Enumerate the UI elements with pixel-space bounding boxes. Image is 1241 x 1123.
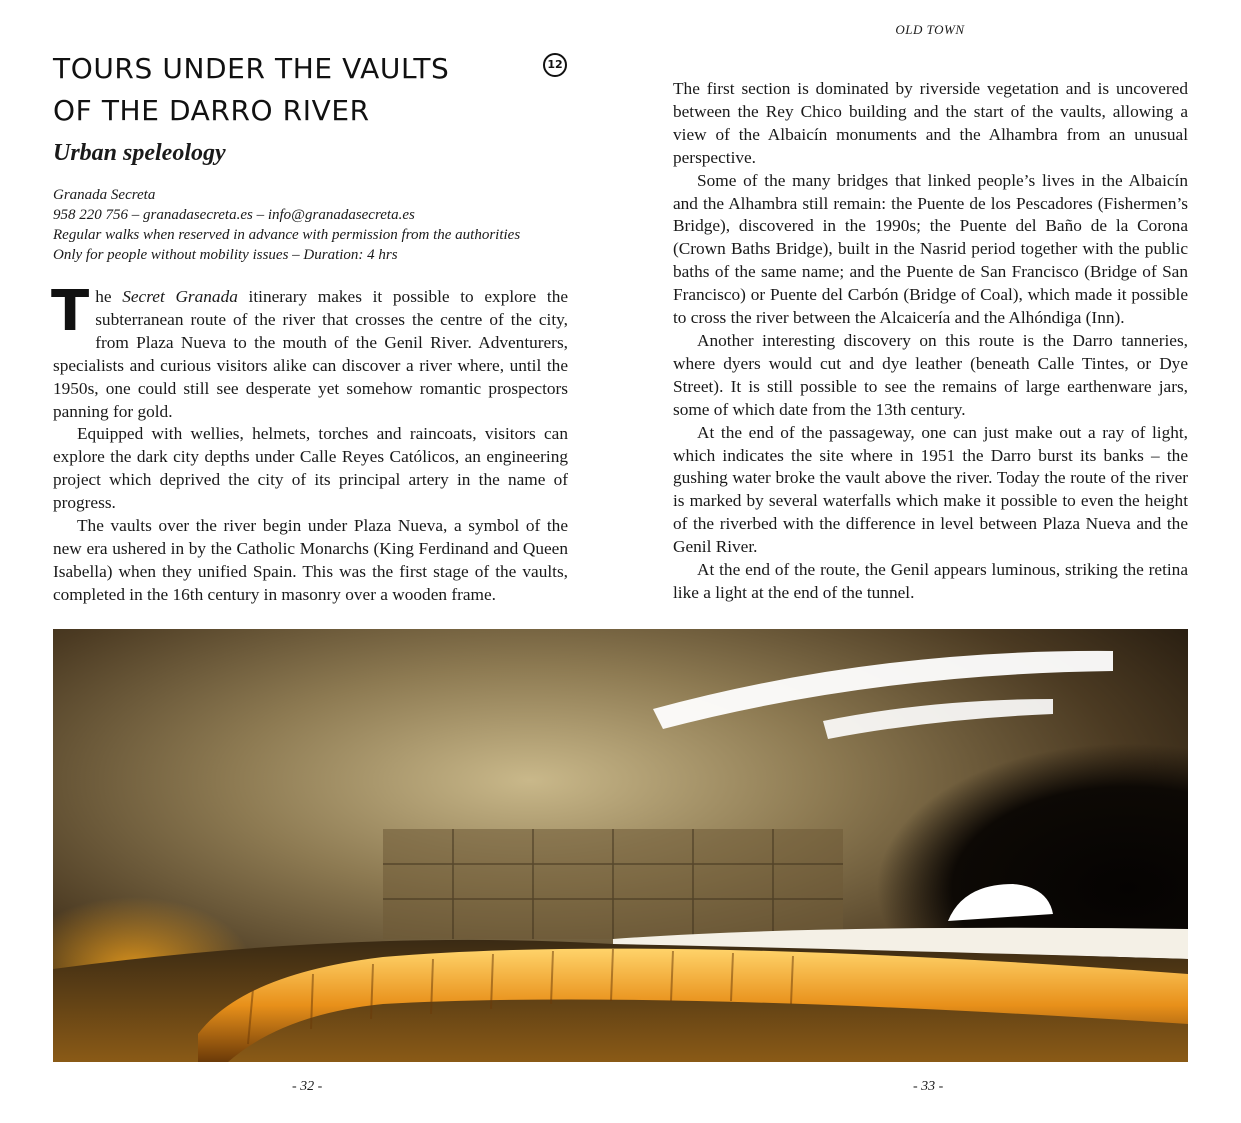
info-accessibility: Only for people without mobility issues – Duration: 4 hrs [53, 247, 398, 263]
running-head: OLD TOWN [895, 22, 965, 37]
itinerary-name: Secret Granada [122, 287, 238, 306]
info-contact: 958 220 756 – granadasecreta.es – info@granadasecreta.es [53, 207, 415, 223]
body-paragraph: At the end of the passageway, one can just make out a ray of light, which indicates the site where in 1951 the Darro burst its banks – the gushing water broke the vault above the river. Today the route of the river is marked by several waterfalls which make it possible to even the height of the riverbed with the difference in level between Plaza Nueva and the Genil River. [673, 422, 1188, 557]
title-line-2: OF THE DARRO RIVER [53, 94, 370, 127]
body-paragraph: The first section is dominated by riverside vegetation and is uncovered between the Rey Chico building and the start of the vaults, allowing a view of the Albaicín monuments and the Alhambra from an unusual perspective. [673, 79, 1188, 167]
body-paragraph: Some of the many bridges that linked people’s lives in the Albaicín and the Alhambra still remain: the Puente de los Pescadores (Fishermen’s Bridge), discovered in the 1990s; the Puente del Baño de la Corona (Crown Baths Bridge), built in the Nasrid period together with the public baths of the same name; and the Puente de San Francisco (Bridge of San Francisco) or Puente del Carbón (Bridge of Coal), which made it possible to cross the river between the Alcaicería and the Alhóndiga (Inn). [673, 170, 1188, 328]
page-number-right: - 33 - [913, 1079, 944, 1094]
drop-cap: T [51, 279, 90, 344]
practical-info [53, 185, 573, 265]
title-line-1: TOURS UNDER THE VAULTS [53, 52, 450, 85]
paragraph-text: he [95, 287, 123, 306]
body-column-left [51, 279, 569, 607]
body-paragraph: Equipped with wellies, helmets, torches and raincoats, visitors can explore the dark city depths under Calle Reyes Católicos, an engineering project which deprived the city of its principal artery in the name of progress. [53, 424, 568, 513]
body-paragraph: The vaults over the river begin under Plaza Nueva, a symbol of the new era ushered in by the Catholic Monarchs (King Ferdinand and Queen Isabella) when they unified Spain. This was the first stage of the vaults, completed in the 16th century in masonry over a wooden frame. [53, 516, 568, 604]
tunnel-photo [53, 629, 1188, 1062]
page-number-left: - 32 - [292, 1079, 323, 1094]
article-title [53, 48, 533, 132]
body-paragraph: At the end of the route, the Genil appears luminous, striking the retina like a light at the end of the tunnel. [673, 560, 1188, 602]
body-paragraph: Another interesting discovery on this route is the Darro tanneries, where dyers would cut and dye leather (beneath Calle Tintes, or Dye Street). It is still possible to see the remains of large earthenware jars, some of which date from the 13th century. [673, 330, 1188, 419]
article-subtitle: Urban speleology [53, 140, 226, 166]
info-schedule: Regular walks when reserved in advance with permission from the authorities [53, 227, 521, 243]
body-column-right [673, 78, 1188, 605]
tunnel-photo-illustration [53, 629, 1188, 1062]
info-organizer: Granada Secreta [53, 187, 156, 203]
article-number-badge: 12 [543, 53, 567, 77]
paragraph-text: itinerary makes it possible to explore the subterranean route of the river that crosses the centre of the city, from Plaza Nueva to the mouth of the Genil River. Adventurers, specialists and curious visitors alike can discover a river where, until the 1950s, one could still see desperate yet somehow romantic prospectors panning for gold. [53, 287, 569, 421]
body-paragraph [51, 279, 569, 423]
